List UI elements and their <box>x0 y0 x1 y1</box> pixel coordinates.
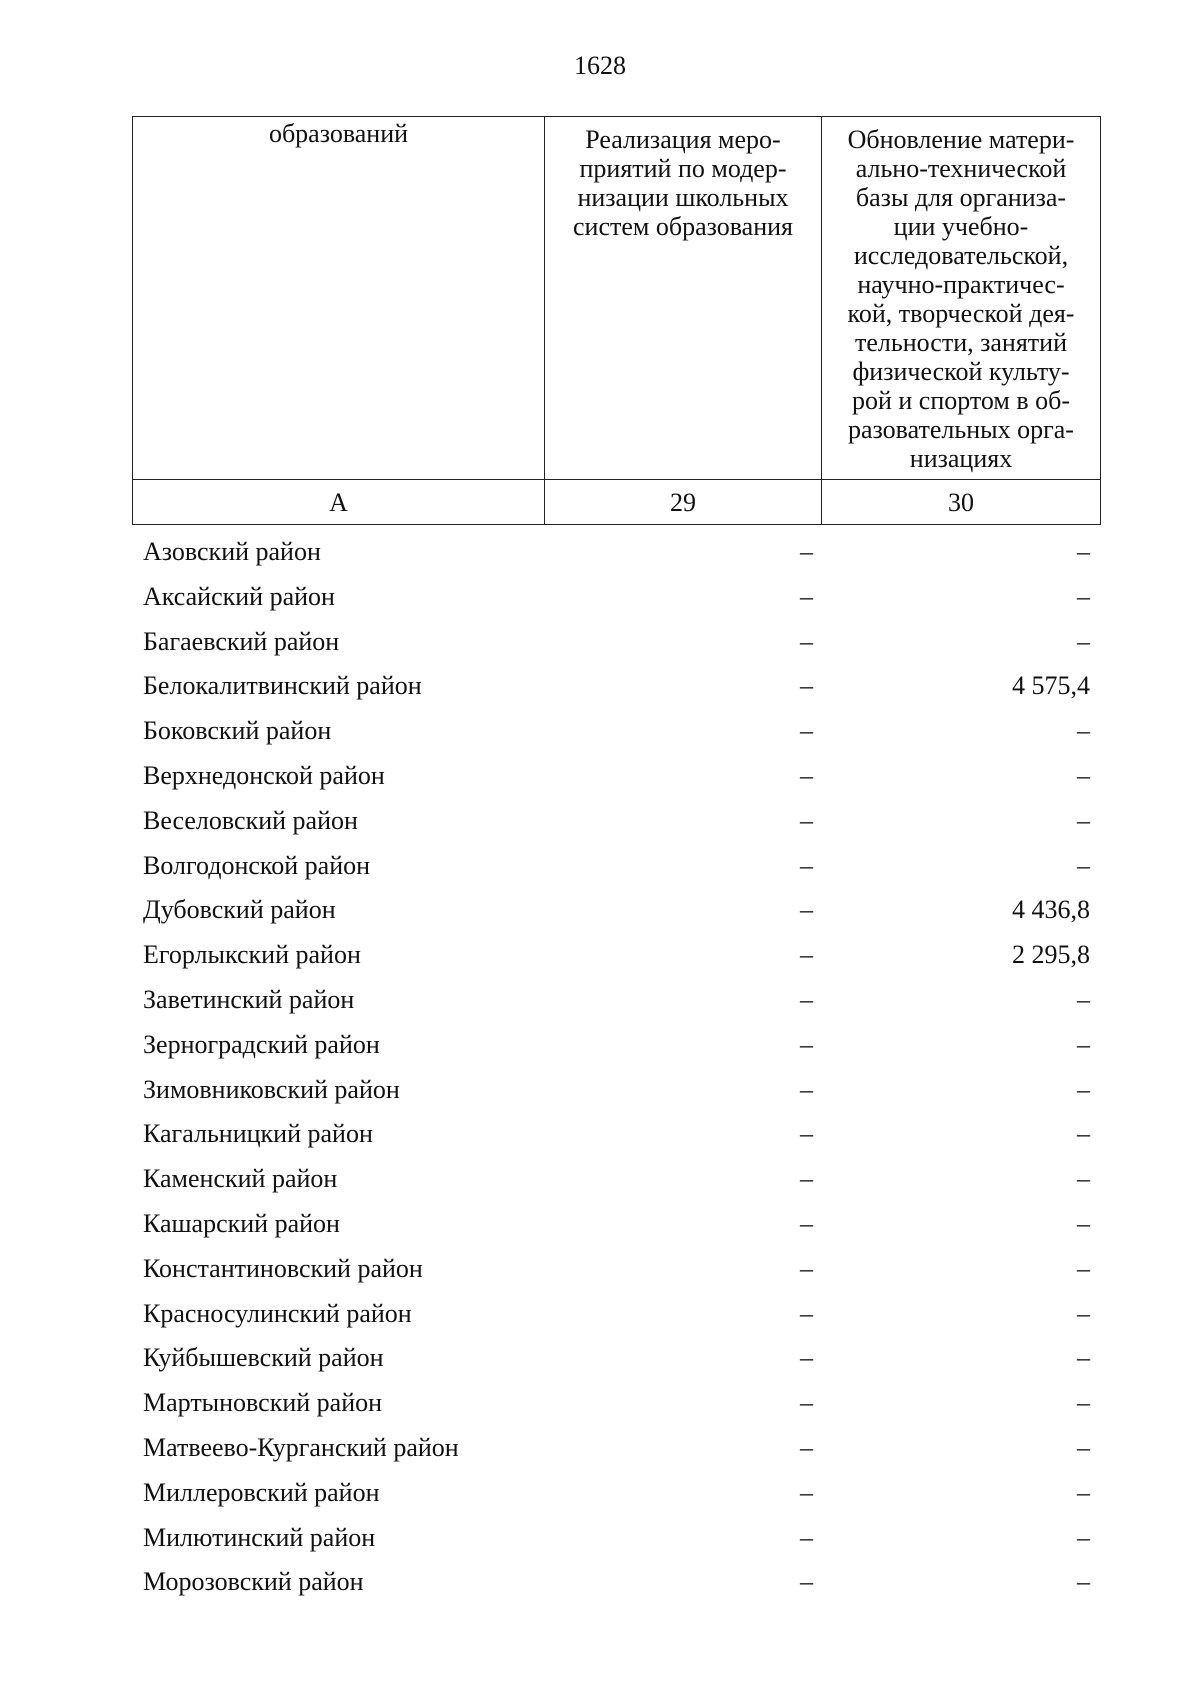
value-col-30: – <box>1077 1298 1090 1328</box>
column-number-a: А <box>133 480 545 525</box>
municipality-name: Куйбышевский район <box>143 1343 384 1373</box>
table-row <box>0 1202 1200 1247</box>
table-row <box>0 978 1200 1023</box>
value-col-30: – <box>1077 1522 1090 1552</box>
header-col-29-line: Реализация меро- <box>585 125 781 154</box>
header-col-30-line: кой, творческой дея- <box>847 299 1075 328</box>
table-row <box>0 530 1200 575</box>
value-col-29: – <box>800 805 813 835</box>
value-col-30: – <box>1077 1074 1090 1104</box>
value-col-30: – <box>1077 1119 1090 1149</box>
municipality-name: Заветинский район <box>143 984 355 1014</box>
header-col-30-line: физической культу- <box>852 357 1070 386</box>
header-col-29-line: приятий по модер- <box>579 154 787 183</box>
value-col-29: – <box>800 1208 813 1238</box>
municipality-name: Веселовский район <box>143 805 358 835</box>
value-col-30: – <box>1077 1477 1090 1507</box>
value-col-30: – <box>1077 1253 1090 1283</box>
municipality-name: Аксайский район <box>143 581 335 611</box>
header-col-29-line: систем образования <box>573 212 793 241</box>
value-col-29: – <box>800 671 813 701</box>
municipality-name: Верхнедонской район <box>143 760 385 790</box>
municipality-name: Зерноградский район <box>143 1029 380 1059</box>
table-row <box>0 888 1200 933</box>
value-col-30: – <box>1077 984 1090 1014</box>
value-col-29: – <box>800 1432 813 1462</box>
municipality-name: Морозовский район <box>143 1567 364 1597</box>
header-cell-col-30 <box>822 117 1101 480</box>
table-row <box>0 1112 1200 1157</box>
table-row <box>0 844 1200 889</box>
value-col-30: – <box>1077 1208 1090 1238</box>
municipality-name: Белокалитвинский район <box>143 671 422 701</box>
table-row <box>0 1292 1200 1337</box>
value-col-29: – <box>800 1388 813 1418</box>
value-col-29: – <box>800 1164 813 1194</box>
header-col-30-line: исследовательской, <box>853 241 1069 270</box>
municipality-name: Милютинский район <box>143 1522 376 1552</box>
value-col-30: – <box>1077 760 1090 790</box>
municipality-name: Егорлыкский район <box>143 940 361 970</box>
table-row <box>0 1157 1200 1202</box>
table-row <box>0 620 1200 665</box>
header-col-30-line: разовательных орга- <box>848 415 1074 444</box>
value-col-30: – <box>1077 1432 1090 1462</box>
municipality-name: Константиновский район <box>143 1253 423 1283</box>
municipality-name: Дубовский район <box>143 895 336 925</box>
municipality-name: Волгодонской район <box>143 850 371 880</box>
value-col-29: – <box>800 581 813 611</box>
value-col-29: – <box>800 1074 813 1104</box>
value-col-29: – <box>800 760 813 790</box>
header-label-col-30 <box>822 117 1100 473</box>
value-col-29: – <box>800 895 813 925</box>
table-row <box>0 1247 1200 1292</box>
table-row <box>0 1426 1200 1471</box>
header-col-30-line: низациях <box>909 444 1013 473</box>
municipality-name: Матвеево-Курганский район <box>143 1432 459 1462</box>
header-label-col-29 <box>545 117 821 241</box>
value-col-30: – <box>1077 1343 1090 1373</box>
value-col-30: 2 295,8 <box>1012 940 1090 970</box>
value-col-30: – <box>1077 1567 1090 1597</box>
value-col-29: – <box>800 1477 813 1507</box>
table-row <box>0 1381 1200 1426</box>
table-row <box>0 933 1200 978</box>
header-col-30-line: базы для организа- <box>855 183 1067 212</box>
table-row <box>0 1560 1200 1605</box>
value-col-29: – <box>800 940 813 970</box>
value-col-29: – <box>800 626 813 656</box>
header-col-30-line: ально-технической <box>855 154 1067 183</box>
value-col-30: – <box>1077 850 1090 880</box>
table-row <box>0 754 1200 799</box>
table-row <box>0 799 1200 844</box>
value-col-29: – <box>800 1298 813 1328</box>
municipality-name: Каменский район <box>143 1164 338 1194</box>
value-col-29: – <box>800 850 813 880</box>
page-number: 1628 <box>574 51 626 80</box>
table-row <box>0 709 1200 754</box>
column-number-30: 30 <box>822 480 1101 525</box>
municipality-name: Кагальницкий район <box>143 1119 373 1149</box>
value-col-30: – <box>1077 1029 1090 1059</box>
municipality-name: Мартыновский район <box>143 1388 383 1418</box>
column-number-row <box>133 480 1101 525</box>
header-col-30-line: тельности, занятий <box>855 328 1067 357</box>
header-label-municipality: образований <box>268 119 409 148</box>
header-col-30-line: рой и спортом в об- <box>851 386 1071 415</box>
table-body <box>0 530 1200 1605</box>
municipality-name: Миллеровский район <box>143 1477 380 1507</box>
column-number-29: 29 <box>545 480 822 525</box>
value-col-30: – <box>1077 805 1090 835</box>
value-col-30: – <box>1077 581 1090 611</box>
municipality-name: Боковский район <box>143 716 332 746</box>
municipality-name: Багаевский район <box>143 626 340 656</box>
header-cell-municipality <box>133 117 545 480</box>
header-col-30-line: ции учебно- <box>893 212 1029 241</box>
value-col-30: – <box>1077 537 1090 566</box>
value-col-29: – <box>800 1029 813 1059</box>
value-col-29: – <box>800 1522 813 1552</box>
table-header <box>132 116 1101 525</box>
municipality-name: Красносулинский район <box>143 1298 412 1328</box>
value-col-29: – <box>800 984 813 1014</box>
municipality-name: Зимовниковский район <box>143 1074 400 1104</box>
value-col-30: – <box>1077 716 1090 746</box>
value-col-30: – <box>1077 1164 1090 1194</box>
value-col-29: – <box>800 716 813 746</box>
value-col-30: 4 575,4 <box>1012 671 1090 701</box>
value-col-30: – <box>1077 1388 1090 1418</box>
municipality-name: Кашарский район <box>143 1208 340 1238</box>
value-col-29: – <box>800 1253 813 1283</box>
table-row <box>0 664 1200 709</box>
table-row <box>0 1068 1200 1113</box>
header-col-29-line: низации школьных <box>577 183 789 212</box>
header-cell-col-29 <box>545 117 822 480</box>
value-col-30: – <box>1077 626 1090 656</box>
table-row <box>0 575 1200 620</box>
table-row <box>0 1023 1200 1068</box>
table-row <box>0 1336 1200 1381</box>
header-title-row <box>133 117 1101 480</box>
value-col-29: – <box>800 1567 813 1597</box>
value-col-29: – <box>800 537 813 566</box>
header-col-30-line: научно-практичес- <box>857 270 1065 299</box>
value-col-29: – <box>800 1119 813 1149</box>
value-col-29: – <box>800 1343 813 1373</box>
header-col-30-line: Обновление матери- <box>847 125 1075 154</box>
municipality-name: Азовский район <box>143 537 321 566</box>
table-row <box>0 1471 1200 1516</box>
table-row <box>0 1516 1200 1561</box>
value-col-30: 4 436,8 <box>1012 895 1090 925</box>
